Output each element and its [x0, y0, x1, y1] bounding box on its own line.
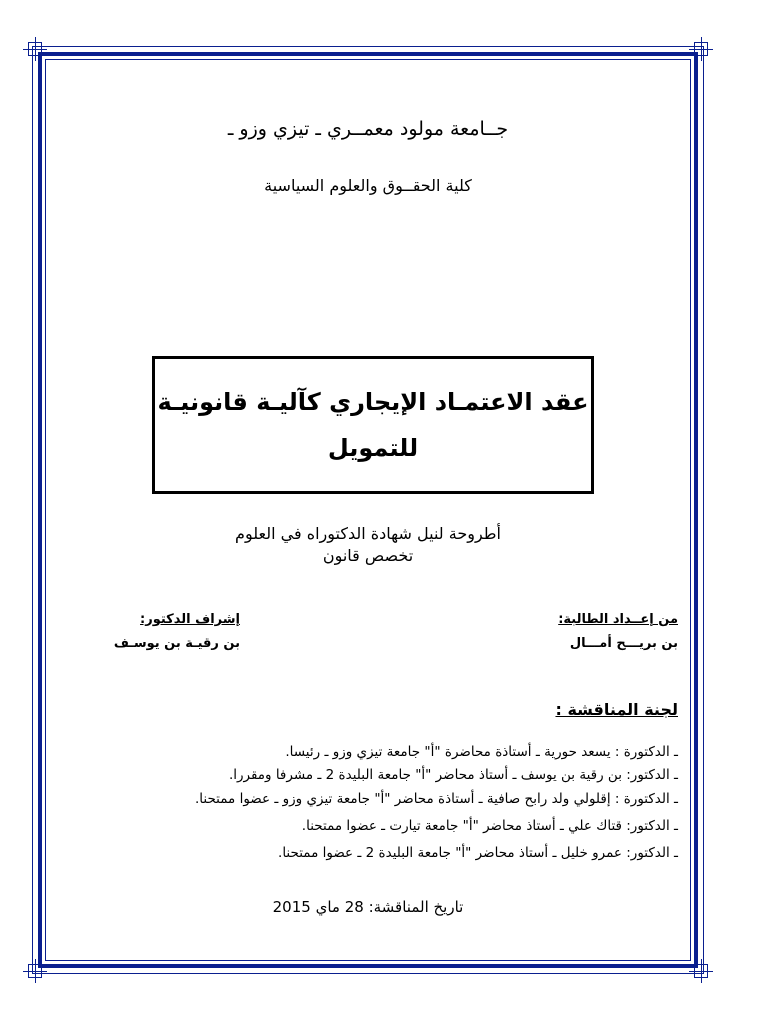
defense-date: تاريخ المناقشة: 28 ماي 2015 — [272, 898, 464, 916]
thesis-title-box — [152, 356, 594, 494]
frame-corner-ornament — [28, 964, 42, 978]
supervisor-name: بن رقيـة بن يوسـف — [113, 636, 240, 651]
thesis-degree: أطروحة لنيل شهادة الدكتوراه في العلوم — [235, 524, 501, 543]
university-name: جــامعة مولود معمــري ـ تيزي وزو ـ — [227, 118, 509, 140]
committee-member: ـ الدكتور: قتاك علي ـ أستاذ محاضر "أ" جامعة تيارت ـ عضوا ممتحنا. — [301, 818, 678, 834]
thesis-title-line-2: للتمويل — [327, 434, 419, 462]
student-name: بن بريـــح أمـــال — [569, 636, 678, 651]
frame-corner-ornament — [694, 42, 708, 56]
committee-member: ـ الدكتور: بن رقية بن يوسف ـ أستاذ محاضر "أ" جامعة البليدة 2 ـ مشرفا ومقررا. — [228, 767, 678, 783]
frame-corner-ornament — [28, 42, 42, 56]
supervisor-label: إشراف الدكتور: — [140, 612, 240, 627]
thesis-specialty: تخصص قانون — [322, 546, 414, 565]
committee-member: ـ الدكتورة : إقلولي ولد رابح صافية ـ أستاذة محاضر "أ" جامعة تيزي وزو ـ عضوا ممتحنا. — [194, 791, 678, 807]
committee-member: ـ الدكتور: عمرو خليل ـ أستاذ محاضر "أ" جامعة البليدة 2 ـ عضوا ممتحنا. — [278, 845, 678, 861]
committee-title: لجنة المناقشة : — [555, 700, 678, 719]
committee-member: ـ الدكتورة : يسعد حورية ـ أستاذة محاضرة "أ" جامعة تيزي وزو ـ رئيسا. — [285, 744, 678, 760]
thesis-title-line-1: عقد الاعتمـاد الإيجاري كآليـة قانونيـة — [157, 388, 589, 416]
student-label: من إعــداد الطالبة: — [558, 612, 678, 627]
frame-corner-ornament — [694, 964, 708, 978]
faculty-name: كلية الحقــوق والعلوم السياسية — [264, 176, 472, 195]
